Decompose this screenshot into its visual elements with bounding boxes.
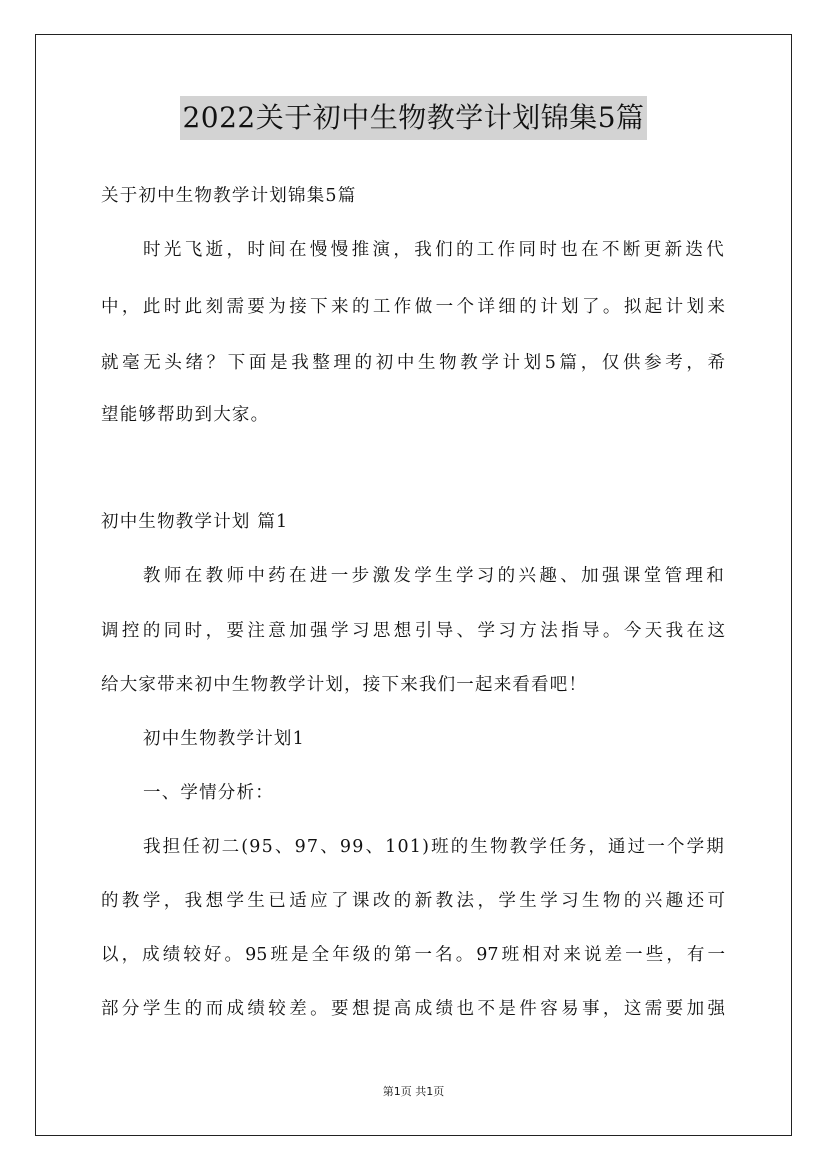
analysis-line-1: 我担任初二(95、97、99、101)班的生物教学任务，通过一个学期: [143, 837, 725, 857]
document-title: 2022关于初中生物教学计划锦集5篇: [180, 96, 646, 140]
analysis-line-4: 部分学生的而成绩较差。要想提高成绩也不是件容易事，这需要加强: [101, 999, 725, 1019]
title-container: [0, 96, 827, 140]
intro-line-4: 望能够帮助到大家。: [101, 405, 270, 425]
intro-line-2: 中，此时此刻需要为接下来的工作做一个详细的计划了。拟起计划来: [101, 297, 725, 317]
intro-line-3: 就毫无头绪？下面是我整理的初中生物教学计划5篇，仅供参考，希: [101, 353, 725, 373]
page-footer: 第1页 共1页: [382, 1085, 445, 1098]
section-line-3: 给大家带来初中生物教学计划，接下来我们一起来看看吧！: [101, 675, 588, 695]
plan-title: 初中生物教学计划1: [143, 729, 305, 749]
analysis-line-3: 以，成绩较好。95班是全年级的第一名。97班相对来说差一些，有一: [101, 945, 725, 965]
analysis-heading: 一、学情分析：: [143, 783, 274, 803]
section-line-1: 教师在教师中药在进一步激发学生学习的兴趣、加强课堂管理和: [143, 566, 725, 586]
section-heading: 初中生物教学计划 篇1: [101, 512, 289, 532]
document-subtitle: 关于初中生物教学计划锦集5篇: [101, 186, 357, 206]
analysis-line-2: 的教学，我想学生已适应了课改的新教法，学生学习生物的兴趣还可: [101, 891, 725, 911]
section-line-2: 调控的同时，要注意加强学习思想引导、学习方法指导。今天我在这: [101, 621, 725, 641]
intro-line-1: 时光飞逝，时间在慢慢推演，我们的工作同时也在不断更新迭代: [143, 240, 725, 260]
